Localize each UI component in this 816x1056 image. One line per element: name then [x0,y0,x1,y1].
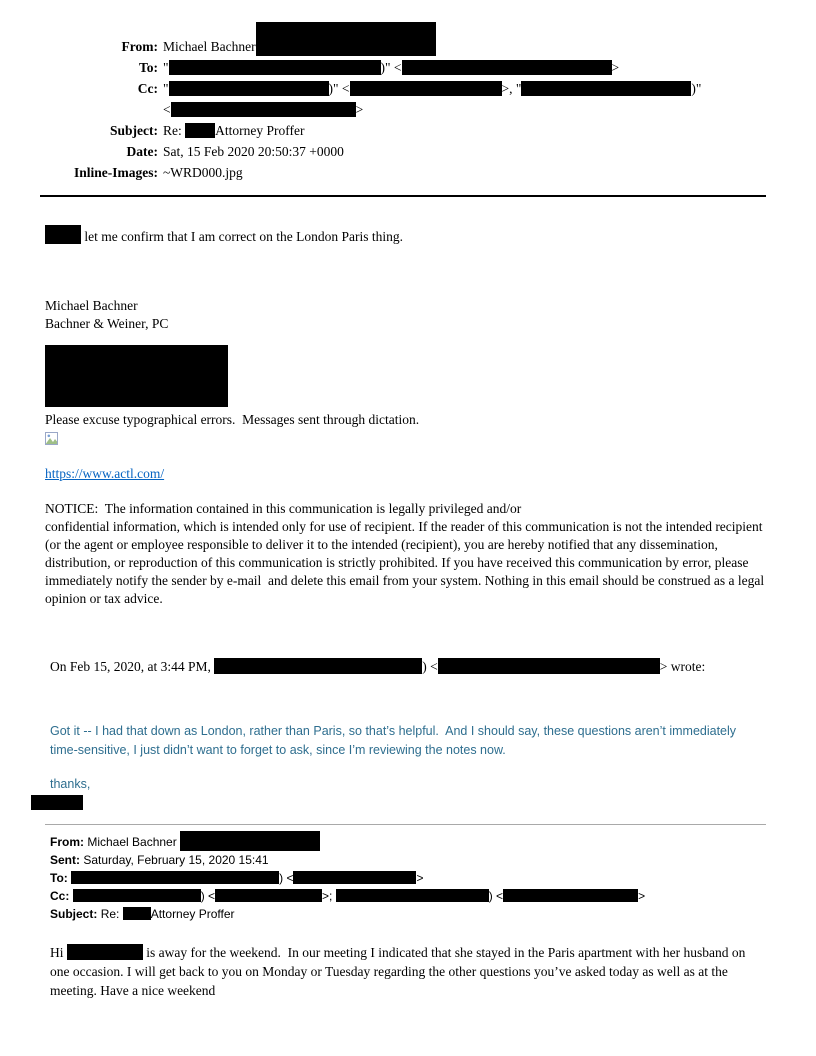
from-label: From: [121,39,158,54]
quoted-to-punct: ) < [279,871,294,885]
to-punct: )" < [380,60,402,75]
signature-firm: Bachner & Weiner, PC [45,316,169,331]
quoted-subject-label: Subject: [50,907,98,921]
quoted-from-name: Michael Bachner [87,835,177,849]
cc-punct: < [163,102,171,117]
reply-message: Got it -- I had that down as London, rather than Paris, so that’s helpful. And I should say, these questions aren’t immediately time-sensitive, I just didn’t want to forget to ask, since I’m reviewing the notes now. [50,724,740,757]
from-value [163,36,766,57]
signature-name: Michael Bachner [45,298,138,313]
redaction-bar [171,102,356,117]
redaction-bar [71,871,279,884]
redaction-bar [402,60,612,75]
reply-attribution [45,658,766,676]
redaction-bar [215,889,322,902]
redaction-block [31,795,83,810]
cc-punct: >, " [501,81,522,96]
quoted-cc-label: Cc: [50,889,70,903]
redaction-bar [336,889,489,902]
redaction-bar [438,658,660,674]
signature [45,297,766,446]
cc-punct: )" [691,81,702,96]
actl-link[interactable]: https://www.actl.com/ [45,466,165,481]
quoted-cc-punct: >; [322,889,336,903]
attribution-suffix: > wrote: [659,659,706,674]
quoted-from-label: From: [50,835,84,849]
to-label: To: [138,60,158,75]
quoted-cc-punct: ) < [200,889,216,903]
redaction-bar [180,836,320,849]
quoted-cc-punct: > [638,889,646,903]
redaction-bar [180,831,320,851]
quoted-body-text: is away for the weekend. In our meeting I indicated that she stayed in the Paris apartment with her husband on one occasion. I will get back to you on Monday or Tuesday regarding the other questions you’ve asked today as well as at the meeting. Have a nice weekend [50,945,749,998]
redaction-bar [521,81,691,96]
attribution-prefix: On Feb 15, 2020, at 3:44 PM, [50,659,215,674]
redaction-bar [123,907,151,920]
quoted-from-row [50,833,766,851]
redaction-bar [256,22,436,56]
email-header [45,36,766,183]
header-divider [40,195,766,197]
date-label: Date: [126,144,158,159]
quoted-sent-value: Saturday, February 15, 2020 15:41 [83,853,269,867]
opening-line [45,225,766,245]
redaction-bar [45,225,81,244]
date-value: Sat, 15 Feb 2020 20:50:37 +0000 [163,144,344,159]
redaction-bar [185,123,215,138]
quoted-to-punct: > [416,871,424,885]
redaction-bar [214,658,422,674]
redaction-bar [169,60,381,75]
redaction-bar [256,39,436,54]
to-punct: > [611,60,620,75]
subject-re: Re: [163,123,182,138]
cc-label: Cc: [137,81,158,96]
quoted-body [45,943,766,1000]
cc-punct: )" < [328,81,350,96]
redaction-bar [293,871,416,884]
attribution-mid: ) < [422,659,438,674]
quoted-body-prefix: Hi [50,945,67,960]
quoted-subject-re: Re: [100,907,120,921]
redaction-bar [169,81,329,96]
redaction-bar [350,81,502,96]
broken-image-icon [45,432,766,446]
redaction-bar [503,889,638,902]
notice-line1: NOTICE: The information contained in this communication is legally privileged and/or [45,501,522,516]
subject-rest: Attorney Proffer [215,123,305,138]
redaction-bar [73,889,201,902]
cc-value [163,78,766,120]
quoted-sent-label: Sent: [50,853,80,867]
redaction-block [45,345,228,407]
to-punct: " [163,60,169,75]
inline-images-label: Inline-Images: [74,165,158,180]
opening-text: let me confirm that I am correct on the London Paris thing. [84,229,404,244]
cc-punct: " [163,81,169,96]
quoted-subject-rest: Attorney Proffer [150,907,235,921]
subject-label: Subject: [110,123,158,138]
quoted-subject-row [50,905,766,923]
redaction-bar [67,944,143,960]
quoted-header [45,824,766,923]
quoted-to-row [50,869,766,887]
subject-value [163,120,766,141]
from-name: Michael Bachner [163,39,256,54]
to-value [163,57,766,78]
legal-notice [45,500,766,608]
quoted-cc-row [50,887,766,905]
reply-thanks: thanks, [50,777,91,791]
quoted-sent-row [50,851,766,869]
notice-rest: confidential information, which is intended only for use of recipient. If the reader of this communication is not the intended recipient (or the agent or employee responsible to deliver it to the intended (recipient), you are hereby notified that any dissemination, distribution, or reproduction of this communication is strictly prohibited. If you have received this communication by error, please immediately notify the sender by e-mail and delete this email from your system. Nothing in this email should be construed as a legal opinion or tax advice. [45,519,768,606]
inline-images-value: ~WRD000.jpg [163,165,243,180]
dictation-note: Please excuse typographical errors. Messages sent through dictation. [45,412,420,427]
quoted-cc-punct: ) < [488,889,504,903]
quoted-to-label: To: [50,871,68,885]
cc-punct: > [355,102,364,117]
link-line [45,466,766,482]
